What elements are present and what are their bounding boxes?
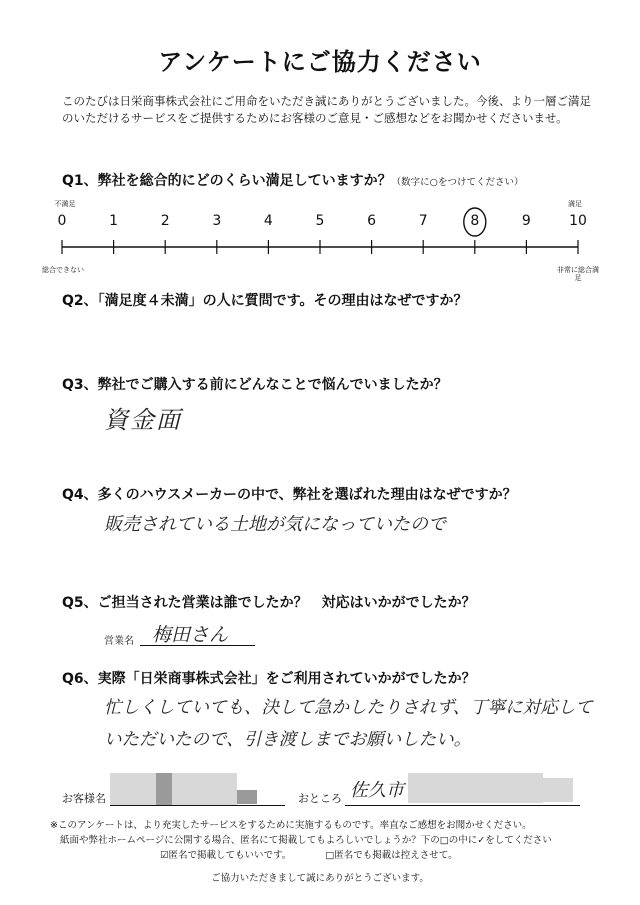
scale-right-top: 満足: [568, 200, 582, 208]
scale-left-bottom: 総合できない: [42, 266, 84, 274]
q4-answer: 販売されている土地が気になっていたので: [104, 514, 446, 535]
publish-anonymous-checkbox[interactable]: ☑匿名で掲載してもいいです。: [160, 850, 292, 861]
q4-question: Q4、多くのハウスメーカーの中で、弊社を選ばれた理由はなぜですか？: [62, 487, 517, 503]
page-title: アンケートにご協力ください: [158, 48, 482, 76]
notes-block: [50, 818, 610, 863]
intro-text: このたびは日栄商事株式会社にご用命をいただき誠にありがとうございました。今後、より一層ご満足のいただけるサービスをご提供するためにお客様のご意見・ご感想などをお聞かせくださいませ。: [62, 94, 591, 125]
address-underline: [345, 805, 580, 806]
scale-option-1[interactable]: 1: [109, 213, 119, 229]
customer-name-underline: [110, 805, 285, 806]
q1-label: Q1、弊社を総合的にどのくらい満足していますか？: [62, 173, 392, 189]
scale-line-graphic: [0, 0, 640, 300]
scale-left-top: 不満足: [54, 200, 76, 208]
q2-question: Q2、「満足度４未満」の人に質問です。その理由はなぜですか？: [62, 293, 468, 309]
address-label: おところ: [298, 792, 342, 805]
q6-answer-line2: いただいたので、引き渡しまでお願いしたい。: [104, 730, 472, 750]
sales-name-label: 営業名: [104, 636, 134, 647]
scale-option-10[interactable]: 10: [569, 213, 587, 229]
notes-line1: ※このアンケートは、より充実したサービスをするために実施するものです。率直なご感想をお聞かせください。: [50, 820, 532, 831]
scale-option-3[interactable]: 3: [212, 213, 222, 229]
q3-answer: 資金面: [104, 406, 182, 434]
q6-answer-line1: 忙しくしていても、決して急かしたりされず、丁寧に対応して: [104, 698, 593, 718]
scale-option-9[interactable]: 9: [521, 213, 531, 229]
notes-line2: 紙面や弊社ホームページに公開する場合、匿名にて掲載してもよろしいでしょうか？下の□の中に✓をしてください: [60, 835, 552, 846]
sales-name-underline: [140, 645, 255, 646]
decline-publish-checkbox[interactable]: □匿名でも掲載は控えさせて。: [325, 850, 458, 861]
scale-option-0[interactable]: 0: [57, 213, 67, 229]
scale-option-6[interactable]: 6: [367, 213, 377, 229]
scale-option-7[interactable]: 7: [418, 213, 428, 229]
scale-option-2[interactable]: 2: [160, 213, 170, 229]
selected-circle: [464, 208, 486, 236]
q1-note: （数字に○をつけてください）: [391, 177, 524, 188]
q3-question: Q3、弊社でご購入する前にどんなことで悩んでいましたか？: [62, 377, 448, 393]
scale-option-5[interactable]: 5: [315, 213, 325, 229]
q5-question: Q5、ご担当された営業は誰でしたか？ 対応はいかがでしたか？: [62, 595, 476, 611]
sales-name-value: 梅田さん: [152, 624, 229, 646]
address-value: 佐久市: [350, 780, 404, 801]
thanks-text: ご協力いただきまして誠にありがとうございます。: [211, 873, 429, 884]
q6-question: Q6、実際「日栄商事株式会社」をご利用されていかがでしたか？: [62, 671, 476, 687]
scale-option-4[interactable]: 4: [263, 213, 273, 229]
customer-name-label: お客様名: [62, 792, 106, 805]
scale-option-8[interactable]: 8: [470, 213, 480, 229]
scale-right-bottom: 非常に総合満足: [557, 266, 599, 282]
